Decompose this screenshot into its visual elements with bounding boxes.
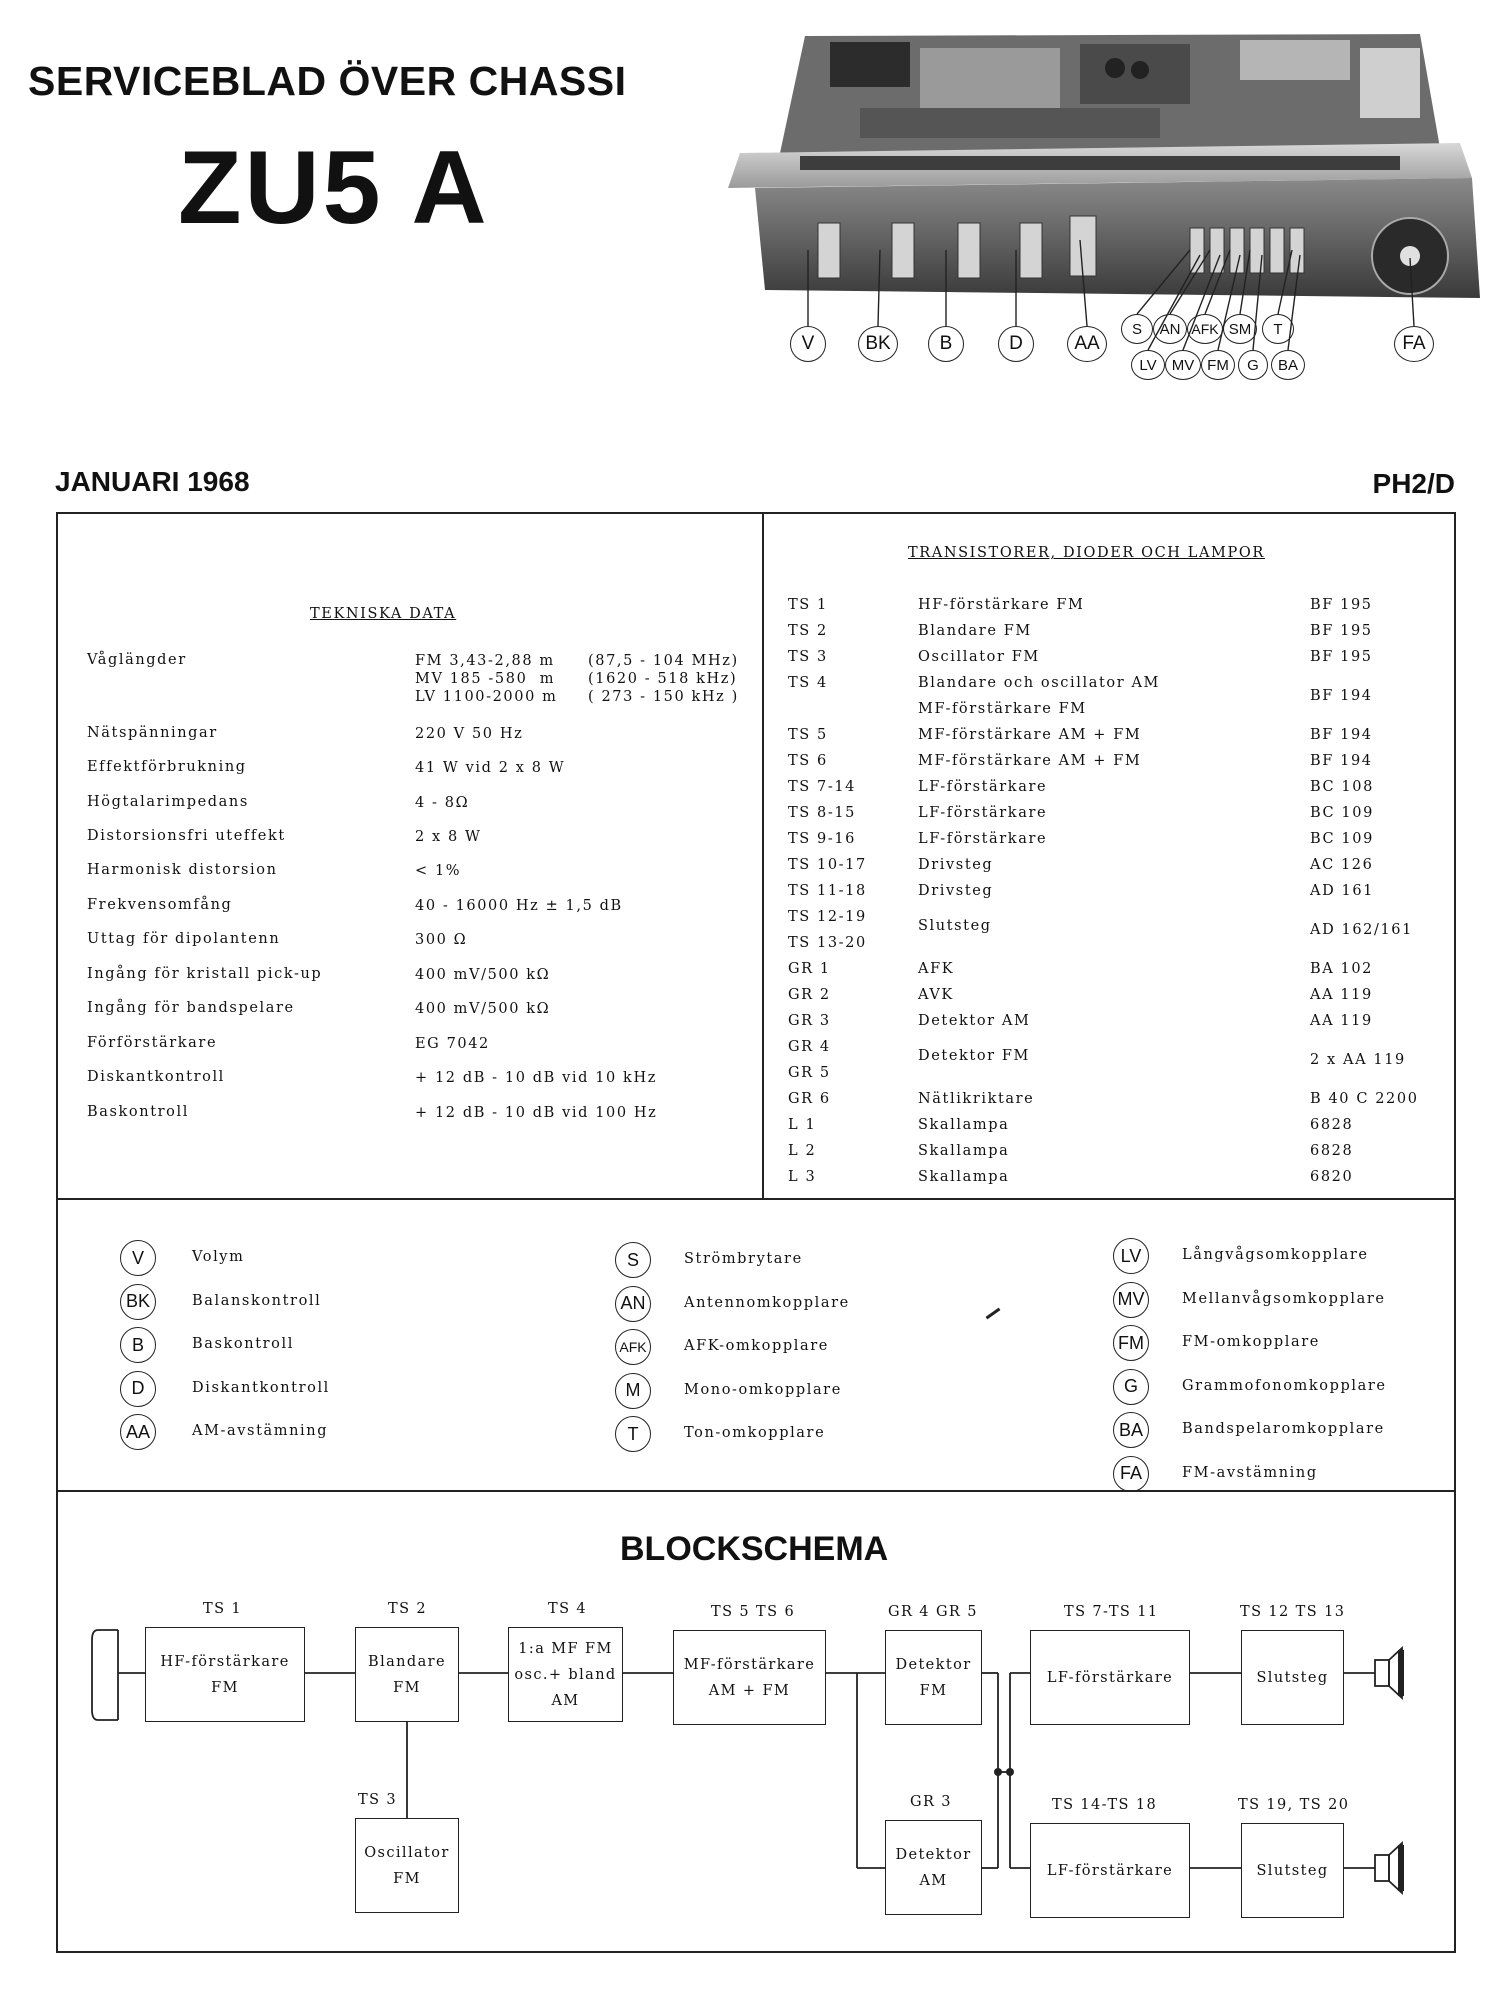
legend-symbol: MV	[1113, 1282, 1149, 1318]
component-description: Slutsteg	[918, 918, 992, 934]
block-label: TS 12 TS 13	[1240, 1604, 1346, 1620]
legend-text: Strömbrytare	[684, 1251, 803, 1267]
block: LF-förstärkare	[1030, 1630, 1190, 1725]
legend-text: Volym	[192, 1249, 245, 1265]
component-type: BF 195	[1310, 623, 1373, 639]
component-description: Detektor FM	[918, 1048, 1031, 1064]
legend-text: Diskantkontroll	[192, 1379, 330, 1396]
block: Slutsteg	[1241, 1630, 1344, 1725]
tech-value: 400 mV/500 kΩ	[415, 1001, 551, 1017]
tech-label: Effektförbrukning	[87, 759, 247, 775]
block-label: TS 3	[358, 1792, 398, 1808]
legend-symbol: S	[615, 1242, 651, 1278]
block: 1:a MF FM osc.+ bland AM	[508, 1627, 623, 1722]
tech-label: Ingång för bandspelare	[87, 1000, 295, 1016]
component-type: AD 162/161	[1310, 922, 1413, 938]
component-description: MF-förstärkare AM + FM	[918, 753, 1142, 769]
tech-label: Diskantkontroll	[87, 1069, 225, 1085]
block-label: TS 14-TS 18	[1052, 1797, 1158, 1813]
legend-symbol: G	[1113, 1369, 1149, 1405]
component-type: BC 109	[1310, 805, 1374, 821]
component-ref: GR 6	[788, 1091, 831, 1107]
document-date: JANUARI 1968	[55, 466, 250, 497]
component-ref: TS 6	[788, 753, 828, 769]
component-ref: GR 5	[788, 1065, 831, 1081]
block: MF-förstärkare AM + FM	[673, 1630, 826, 1725]
component-ref: GR 2	[788, 987, 831, 1003]
tech-value: 4 - 8Ω	[415, 795, 470, 811]
component-description: Skallampa	[918, 1117, 1010, 1133]
component-ref: TS 8-15	[788, 805, 856, 821]
legend-symbol: AN	[615, 1286, 651, 1322]
legend-symbol: T	[615, 1416, 651, 1452]
tech-value: + 12 dB - 10 dB vid 10 kHz	[415, 1070, 657, 1086]
component-description: AFK	[918, 961, 955, 977]
tech-value: 40 - 16000 Hz ± 1,5 dB	[415, 898, 623, 914]
component-type: 6828	[1310, 1117, 1354, 1133]
tech-value-extra: (87,5 - 104 MHz) (1620 - 518 kHz) ( 273 - 150 kHz )	[588, 653, 739, 705]
legend-text: Långvågsomkopplare	[1182, 1247, 1369, 1263]
component-ref: TS 13-20	[788, 935, 867, 951]
component-ref: TS 2	[788, 623, 828, 639]
model-name: ZU5 A	[178, 130, 490, 246]
component-type: BA 102	[1310, 961, 1374, 977]
component-type: BF 194	[1310, 688, 1373, 704]
legend-text: FM-omkopplare	[1182, 1334, 1320, 1350]
component-description: Skallampa	[918, 1169, 1010, 1185]
block: Detektor FM	[885, 1630, 982, 1725]
component-description: MF-förstärkare FM	[918, 701, 1087, 717]
component-ref: L 1	[788, 1117, 817, 1133]
block-label: TS 1	[203, 1601, 243, 1617]
component-type: B 40 C 2200	[1310, 1091, 1419, 1107]
legend-text: AFK-omkopplare	[684, 1338, 829, 1354]
tech-value: 220 V 50 Hz	[415, 726, 524, 742]
legend-text: FM-avstämning	[1182, 1464, 1318, 1481]
tech-label: Våglängder	[87, 652, 187, 668]
block-label: TS 2	[388, 1601, 428, 1617]
component-type: 6820	[1310, 1169, 1354, 1185]
block-label: TS 5 TS 6	[711, 1604, 796, 1620]
component-type: 6828	[1310, 1143, 1354, 1159]
component-description: LF-förstärkare	[918, 779, 1048, 795]
component-description: LF-förstärkare	[918, 805, 1048, 821]
component-ref: TS 4	[788, 675, 828, 691]
legend-text: Bandspelaromkopplare	[1182, 1421, 1385, 1437]
tech-value: FM 3,43-2,88 m MV 185 -580 m LV 1100-2000 m	[415, 653, 558, 705]
callout-sm: SM	[1223, 314, 1257, 344]
legend-symbol: LV	[1113, 1238, 1149, 1274]
callout-t: T	[1262, 314, 1294, 344]
component-ref: GR 3	[788, 1013, 831, 1029]
legend-text: Antennomkopplare	[684, 1294, 850, 1311]
component-type: BF 194	[1310, 753, 1373, 769]
callout-fa: FA	[1394, 326, 1434, 362]
block: LF-förstärkare	[1030, 1823, 1190, 1918]
block-label: TS 7-TS 11	[1064, 1604, 1159, 1620]
legend-symbol: AA	[120, 1414, 156, 1450]
component-ref: TS 12-19	[788, 909, 867, 925]
tech-value: 300 Ω	[415, 932, 468, 948]
tech-value: 2 x 8 W	[415, 829, 482, 845]
tech-label: Baskontroll	[87, 1104, 189, 1120]
component-ref: GR 1	[788, 961, 831, 977]
legend-text: AM-avstämning	[192, 1423, 329, 1439]
component-ref: TS 7-14	[788, 779, 856, 795]
component-description: Oscillator FM	[918, 649, 1040, 665]
component-type: AC 126	[1310, 857, 1374, 873]
callout-d: D	[998, 326, 1034, 362]
tech-value: < 1%	[415, 863, 462, 879]
callout-g: G	[1238, 350, 1268, 380]
legend-symbol: AFK	[615, 1329, 651, 1365]
callout-s: S	[1121, 314, 1153, 344]
component-ref: TS 9-16	[788, 831, 856, 847]
tech-label: Ingång för kristall pick-up	[87, 966, 323, 982]
components-heading: TRANSISTORER, DIODER OCH LAMPOR	[908, 545, 1265, 561]
legend-symbol: BA	[1113, 1412, 1149, 1448]
component-ref: L 2	[788, 1143, 817, 1159]
document-title: SERVICEBLAD ÖVER CHASSI	[28, 58, 627, 104]
block-label: TS 19, TS 20	[1238, 1797, 1350, 1813]
callout-an: AN	[1153, 314, 1187, 344]
legend-symbol: D	[120, 1371, 156, 1407]
block: HF-förstärkare FM	[145, 1627, 305, 1722]
block-label: GR 3	[910, 1794, 952, 1810]
component-ref: TS 11-18	[788, 883, 867, 899]
component-ref: L 3	[788, 1169, 817, 1185]
legend-symbol: BK	[120, 1284, 156, 1320]
tech-value: + 12 dB - 10 dB vid 100 Hz	[415, 1105, 658, 1121]
component-description: Detektor AM	[918, 1013, 1031, 1029]
tech-value: 41 W vid 2 x 8 W	[415, 760, 566, 776]
tech-label: Distorsionsfri uteffekt	[87, 828, 286, 844]
legend-text: Mono-omkopplare	[684, 1381, 842, 1398]
component-type: BF 194	[1310, 727, 1373, 743]
callout-b: B	[928, 326, 964, 362]
tech-label: Högtalarimpedans	[87, 794, 249, 810]
callout-v: V	[790, 326, 826, 362]
legend-text: Mellanvågsomkopplare	[1182, 1290, 1386, 1307]
callout-fm: FM	[1201, 350, 1235, 380]
callout-afk: AFK	[1187, 314, 1223, 344]
callout-aa: AA	[1067, 326, 1107, 362]
component-description: Skallampa	[918, 1143, 1010, 1159]
component-description: MF-förstärkare AM + FM	[918, 727, 1142, 743]
component-description: HF-förstärkare FM	[918, 597, 1085, 613]
component-description: Blandare och oscillator AM	[918, 675, 1160, 691]
component-description: Drivsteg	[918, 857, 994, 873]
block-label: TS 4	[548, 1601, 588, 1617]
legend-symbol: FA	[1113, 1456, 1149, 1492]
tech-label: Frekvensomfång	[87, 897, 233, 913]
component-type: AD 161	[1310, 883, 1374, 899]
block-diagram-title: BLOCKSCHEMA	[620, 1530, 889, 1568]
callout-ba: BA	[1271, 350, 1305, 380]
tech-label: Harmonisk distorsion	[87, 862, 278, 878]
component-type: AA 119	[1310, 1013, 1373, 1029]
legend-symbol: B	[120, 1327, 156, 1363]
block: Oscillator FM	[355, 1818, 459, 1913]
component-type: AA 119	[1310, 987, 1373, 1003]
component-ref: TS 10-17	[788, 857, 867, 873]
component-type: BC 108	[1310, 779, 1374, 795]
component-ref: TS 5	[788, 727, 828, 743]
tech-value: 400 mV/500 kΩ	[415, 967, 551, 983]
legend-text: Grammofonomkopplare	[1182, 1377, 1387, 1394]
component-ref: TS 3	[788, 649, 828, 665]
component-type: BC 109	[1310, 831, 1374, 847]
legend-symbol: M	[615, 1373, 651, 1409]
callout-mv: MV	[1165, 350, 1201, 380]
component-type: BF 195	[1310, 597, 1373, 613]
document-code: PH2/D	[1372, 468, 1455, 499]
block-label: GR 4 GR 5	[888, 1604, 978, 1620]
component-description: Drivsteg	[918, 883, 994, 899]
tech-label: Uttag för dipolantenn	[87, 931, 281, 947]
component-ref: TS 1	[788, 597, 828, 613]
component-description: Nätlikriktare	[918, 1091, 1035, 1107]
legend-symbol: FM	[1113, 1325, 1149, 1361]
callout-bk: BK	[858, 326, 898, 362]
legend-text: Ton-omkopplare	[684, 1425, 826, 1441]
legend-text: Baskontroll	[192, 1336, 294, 1352]
component-description: Blandare FM	[918, 623, 1032, 639]
component-description: LF-förstärkare	[918, 831, 1048, 847]
callout-lv: LV	[1131, 350, 1165, 380]
component-type: 2 x AA 119	[1310, 1052, 1406, 1068]
component-type: BF 195	[1310, 649, 1373, 665]
tech-label: Nätspänningar	[87, 725, 218, 741]
legend-text: Balanskontroll	[192, 1292, 322, 1309]
tech-label: Förförstärkare	[87, 1035, 218, 1051]
component-description: AVK	[918, 987, 954, 1003]
tech-value: EG 7042	[415, 1036, 490, 1052]
tech-heading: TEKNISKA DATA	[310, 606, 457, 622]
block: Detektor AM	[885, 1820, 982, 1915]
legend-symbol: V	[120, 1240, 156, 1276]
block: Slutsteg	[1241, 1823, 1344, 1918]
component-ref: GR 4	[788, 1039, 831, 1055]
block: Blandare FM	[355, 1627, 459, 1722]
